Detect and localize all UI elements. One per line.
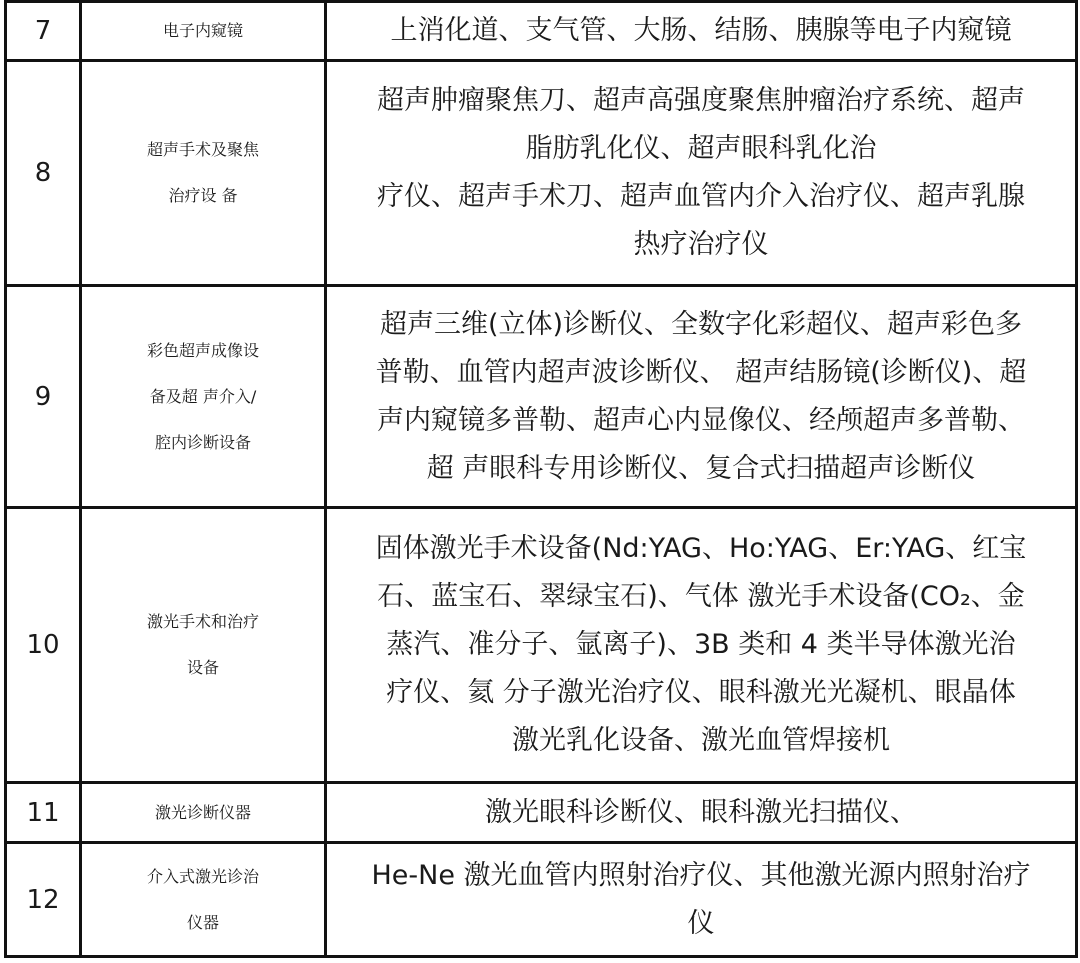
equipment-table <box>4 0 1078 958</box>
description-line: 普勒、血管内超声波诊断仪、 超声结肠镜(诊断仪)、超 <box>375 356 1027 388</box>
category-name-line: 腔内诊断设备 <box>154 432 251 452</box>
description-line: 超 声眼科专用诊断仪、复合式扫描超声诊断仪 <box>426 452 976 484</box>
description-line: 疗仪、超声手术刀、超声血管内介入治疗仪、超声乳腺 <box>377 181 1025 212</box>
category-name <box>81 843 326 957</box>
product-description <box>326 783 1077 843</box>
category-name-line: 仪器 <box>186 912 219 932</box>
row-number: 8 <box>6 61 81 286</box>
description-line: 激光眼科诊断仪、眼科激光扫描仪、 <box>485 796 917 828</box>
row-number: 11 <box>6 783 81 843</box>
category-name <box>81 783 326 843</box>
product-description <box>326 508 1077 783</box>
category-name-line: 备及超 声介入/ <box>149 386 257 406</box>
category-name-line: 超声手术及聚焦 <box>146 140 259 159</box>
description-line: 超声三维(立体)诊断仪、全数字化彩超仪、超声彩色多 <box>379 308 1023 340</box>
category-name-line: 激光手术和治疗 <box>146 612 259 631</box>
product-description <box>326 843 1077 957</box>
description-line: 固体激光手术设备(Nd:YAG、Ho:YAG、Er:YAG、红宝 <box>375 533 1027 564</box>
description-line: 石、蓝宝石、翠绿宝石)、气体 激光手术设备(CO₂、金 <box>377 581 1025 612</box>
category-name <box>81 61 326 286</box>
category-name-line: 介入式激光诊治 <box>146 866 259 886</box>
description-line: 蒸汽、准分子、氩离子)、3B 类和 4 类半导体激光治 <box>386 629 1016 660</box>
description-line: 超声肿瘤聚焦刀、超声高强度聚焦肿瘤治疗系统、超声 <box>377 85 1025 116</box>
category-name <box>81 2 326 61</box>
product-description <box>326 61 1077 286</box>
table-row <box>6 843 1077 957</box>
description-line: 声内窥镜多普勒、超声心内显像仪、经颅超声多普勒、 <box>377 404 1025 436</box>
row-number: 9 <box>6 286 81 508</box>
table-row <box>6 783 1077 843</box>
category-name-line: 彩色超声成像设 <box>146 340 259 360</box>
category-name-line: 治疗设 备 <box>168 186 238 205</box>
category-name-line: 设备 <box>186 658 219 677</box>
description-line: 脂肪乳化仪、超声眼科乳化治 <box>525 133 877 164</box>
product-description <box>326 2 1077 61</box>
table-row <box>6 286 1077 508</box>
row-number: 12 <box>6 843 81 957</box>
category-name-line: 激光诊断仪器 <box>154 802 251 822</box>
table-row <box>6 2 1077 61</box>
product-description <box>326 286 1077 508</box>
description-line: 热疗治疗仪 <box>633 229 769 260</box>
description-line: 疗仪、氦 分子激光治疗仪、眼科激光光凝机、眼晶体 <box>386 677 1016 708</box>
category-name-line: 电子内窥镜 <box>162 21 243 40</box>
description-line: 仪 <box>687 907 715 939</box>
category-name <box>81 508 326 783</box>
description-line: He-Ne 激光血管内照射治疗仪、其他激光源内照射治疗 <box>371 859 1031 891</box>
row-number: 7 <box>6 2 81 61</box>
description-line: 激光乳化设备、激光血管焊接机 <box>512 725 890 756</box>
description-line: 上消化道、支气管、大肠、结肠、胰腺等电子内窥镜 <box>390 15 1012 46</box>
table-row <box>6 508 1077 783</box>
row-number: 10 <box>6 508 81 783</box>
category-name <box>81 286 326 508</box>
table-row <box>6 61 1077 286</box>
